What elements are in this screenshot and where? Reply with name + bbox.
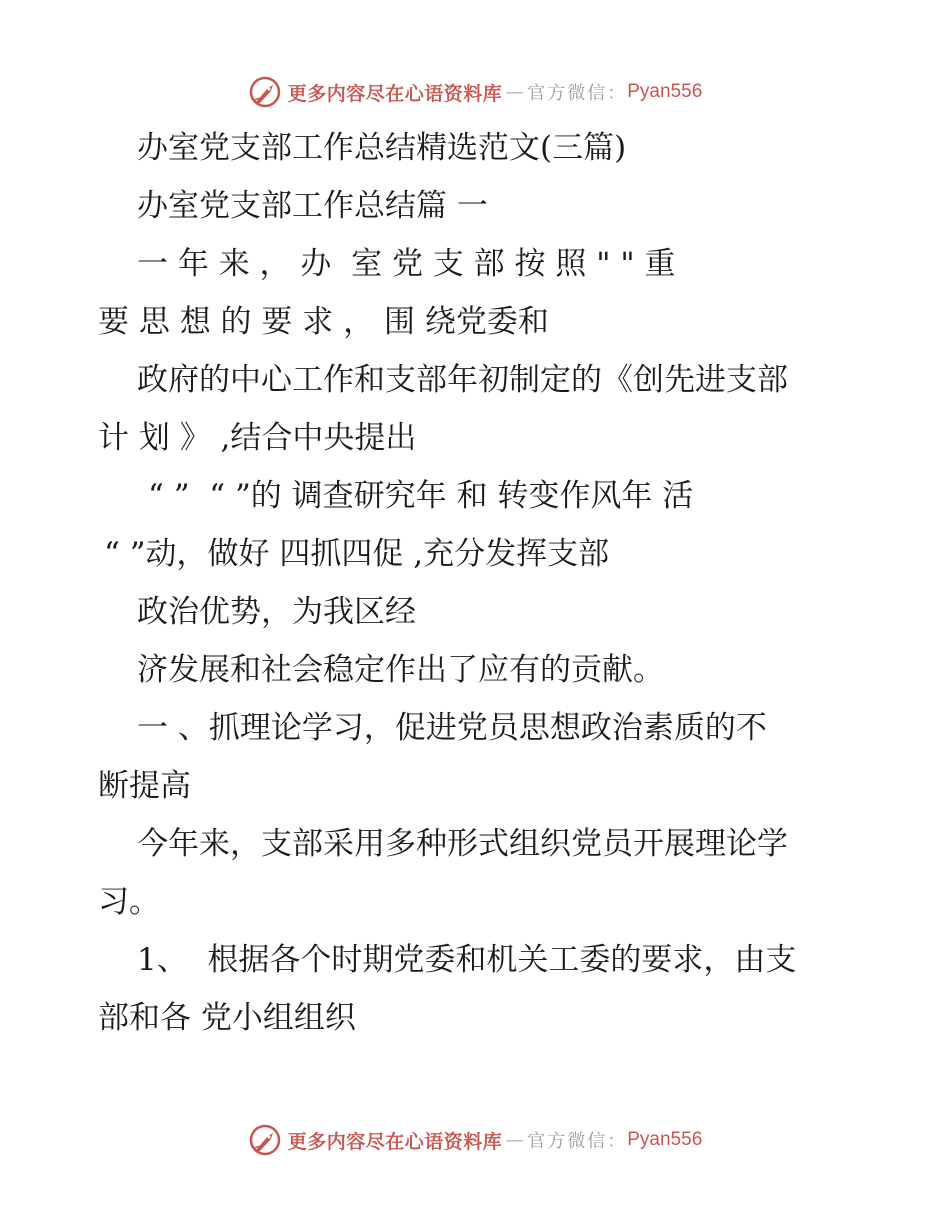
paragraph-line: 济发展和社会稳定作出了应有的贡献。 (137, 652, 664, 688)
paragraph-line: “ ” “ ”的 调查研究年 和 转变作风年 活 (148, 478, 694, 514)
watermark-official-label: 官方微信： (527, 1131, 628, 1152)
list-item-line: 部和各 党小组组织 (98, 1000, 356, 1036)
pen-nib-logo-icon (248, 1123, 282, 1157)
paragraph-line: 一 年 来 ， 办 室 党 支 部 按 照 " " 重 (137, 246, 676, 282)
watermark-main-text: 更多内容尽在心语资料库 (287, 82, 503, 105)
section-heading-line: 一 、抓理论学习，促进党员思想政治素质的不 (137, 710, 767, 746)
paragraph-line: 今年来，支部采用多种形式组织党员开展理论学 (137, 826, 788, 862)
pen-nib-logo-icon (248, 75, 282, 109)
watermark-main-text: 更多内容尽在心语资料库 (287, 1130, 503, 1153)
watermark-wechat-id: Pyan556 (627, 1129, 703, 1150)
paragraph-line: 政治优势，为我区经 (137, 594, 416, 630)
paragraph-line: “ ”动，做好 四抓四促 ,充分发挥支部 (104, 536, 610, 572)
list-item-line: 1、 根据各个时期党委和机关工委的要求，由支 (137, 942, 797, 978)
bottom-watermark-banner (0, 1120, 950, 1160)
watermark-official-label: 官方微信： (527, 83, 628, 104)
document-subtitle: 办室党支部工作总结篇 一 (137, 188, 488, 224)
top-watermark-banner (0, 72, 950, 112)
section-heading-line: 断提高 (98, 768, 191, 804)
document-title: 办室党支部工作总结精选范文(三篇) (137, 130, 627, 166)
watermark-separator: — (505, 1129, 525, 1151)
paragraph-line: 计 划 》 ,结合中央提出 (98, 420, 417, 456)
watermark-wechat-id: Pyan556 (627, 81, 703, 102)
paragraph-line: 要 思 想 的 要 求 ， 围 绕党委和 (98, 304, 549, 340)
paragraph-line: 政府的中心工作和支部年初制定的《创先进支部 (137, 362, 788, 398)
paragraph-line: 习。 (98, 884, 160, 920)
watermark-separator: — (505, 81, 525, 103)
